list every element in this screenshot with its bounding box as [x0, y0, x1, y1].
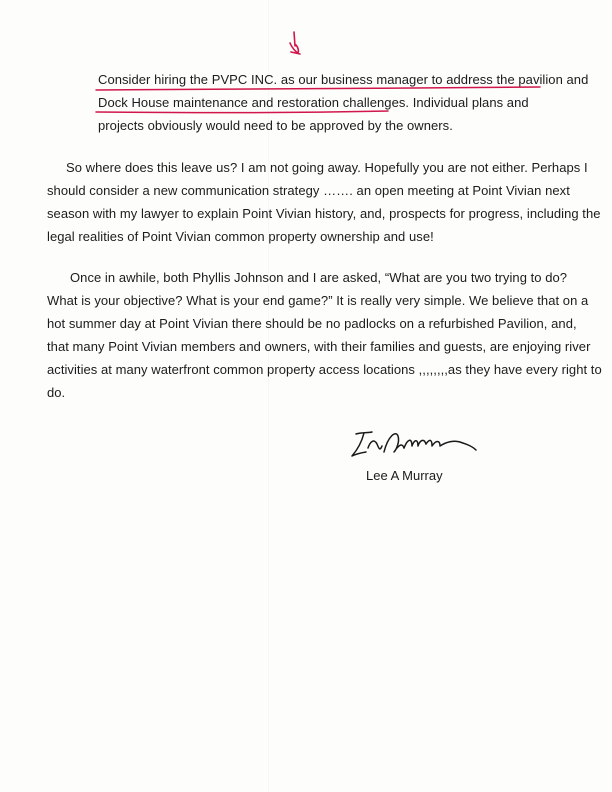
paragraph-3-line-5: activities at many waterfront common property access locations ,,,,,,,,as they have every right to	[47, 362, 602, 377]
signature-name: Lee A Murray	[366, 468, 443, 483]
paragraph-3-line-6: do.	[47, 385, 66, 400]
paragraph-3-line-2: What is your objective? What is your end game?” It is really very simple. We believe that on a	[47, 293, 589, 308]
red-annotation-mark	[284, 30, 306, 60]
paragraph-1-line-3: projects obviously would need to be approved by the owners.	[98, 118, 453, 133]
paragraph-3-line-4: that many Point Vivian members and owners, with their families and guests, are enjoying river	[47, 339, 591, 354]
paragraph-2-line-3: season with my lawyer to explain Point Vivian history, and, prospects for progress, including the	[47, 206, 601, 221]
paragraph-1-line-1: Consider hiring the PVPC INC. as our business manager to address the pavilion and	[98, 72, 589, 87]
red-underline-2	[94, 108, 394, 116]
paragraph-3-line-3: hot summer day at Point Vivian there should be no padlocks on a refurbished Pavilion, and,	[47, 316, 577, 331]
red-underline-1	[94, 85, 544, 93]
handwritten-signature	[346, 424, 482, 464]
paragraph-2-line-4: legal realities of Point Vivian common property ownership and use!	[47, 229, 434, 244]
paragraph-2-line-2: should consider a new communication strategy ……. an open meeting at Point Vivian next	[47, 183, 570, 198]
paragraph-1-line-2: Dock House maintenance and restoration challenges. Individual plans and	[98, 95, 529, 110]
paragraph-2-line-1: So where does this leave us? I am not going away. Hopefully you are not either. Perhaps I	[66, 160, 588, 175]
paragraph-3-line-1: Once in awhile, both Phyllis Johnson and I are asked, “What are you two trying to do?	[70, 270, 568, 285]
